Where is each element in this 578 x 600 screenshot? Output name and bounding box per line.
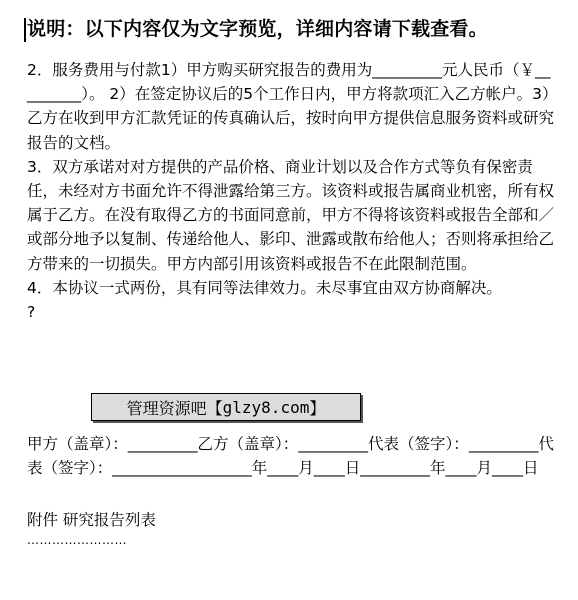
stray-question-mark: ? [27, 303, 36, 322]
preview-notice-heading: 说明：以下内容仅为文字预览，详细内容请下载查看。 [27, 18, 488, 40]
watermark-prefix: 管理资源吧【 [126, 398, 223, 418]
text-cursor [24, 18, 26, 42]
ellipsis-dots: …………………… [27, 533, 127, 547]
site-watermark-badge [91, 393, 361, 421]
clause-confidentiality: 3．双方承诺对对方提供的产品价格、商业计划以及合作方式等负有保密责任，未经对方书面允许不得泄露给第三方。该资料或报告属商业机密，所有权属于乙方。在没有取得乙方的书面同意前，甲方不得将该资料或报告全部和／或部分地予以复制、传递给他人、影印、泄露或散布给他人；否则将承担给乙方带来的一切损失。甲方内部引用该资料或报告不在此限制范围。 [27, 157, 555, 273]
watermark-site: glzy8.com [222, 397, 310, 417]
clause-payment: 2．服务费用与付款1）甲方购买研究报告的费用为_________元人民币（￥_________）。 2）在签定协议后的5个工作日内，甲方将款项汇入乙方帐户。3）乙方在收到甲方汇款凭证的传真确认后，按时向甲方提供信息服务资料或研究报告的文档。 [27, 61, 555, 152]
signature-block: 甲方（盖章）：_________乙方（盖章）：_________代表（签字）：_________代表（签字）：__________________年____月____日_________年____月____日 [27, 435, 555, 478]
clause-copies: 4．本协议一式两份，具有同等法律效力。未尽事宜由双方协商解决。 [27, 278, 502, 297]
watermark-suffix: 】 [309, 398, 326, 418]
attachment-line: 附件 研究报告列表 [27, 511, 156, 529]
agreement-body [27, 58, 557, 324]
